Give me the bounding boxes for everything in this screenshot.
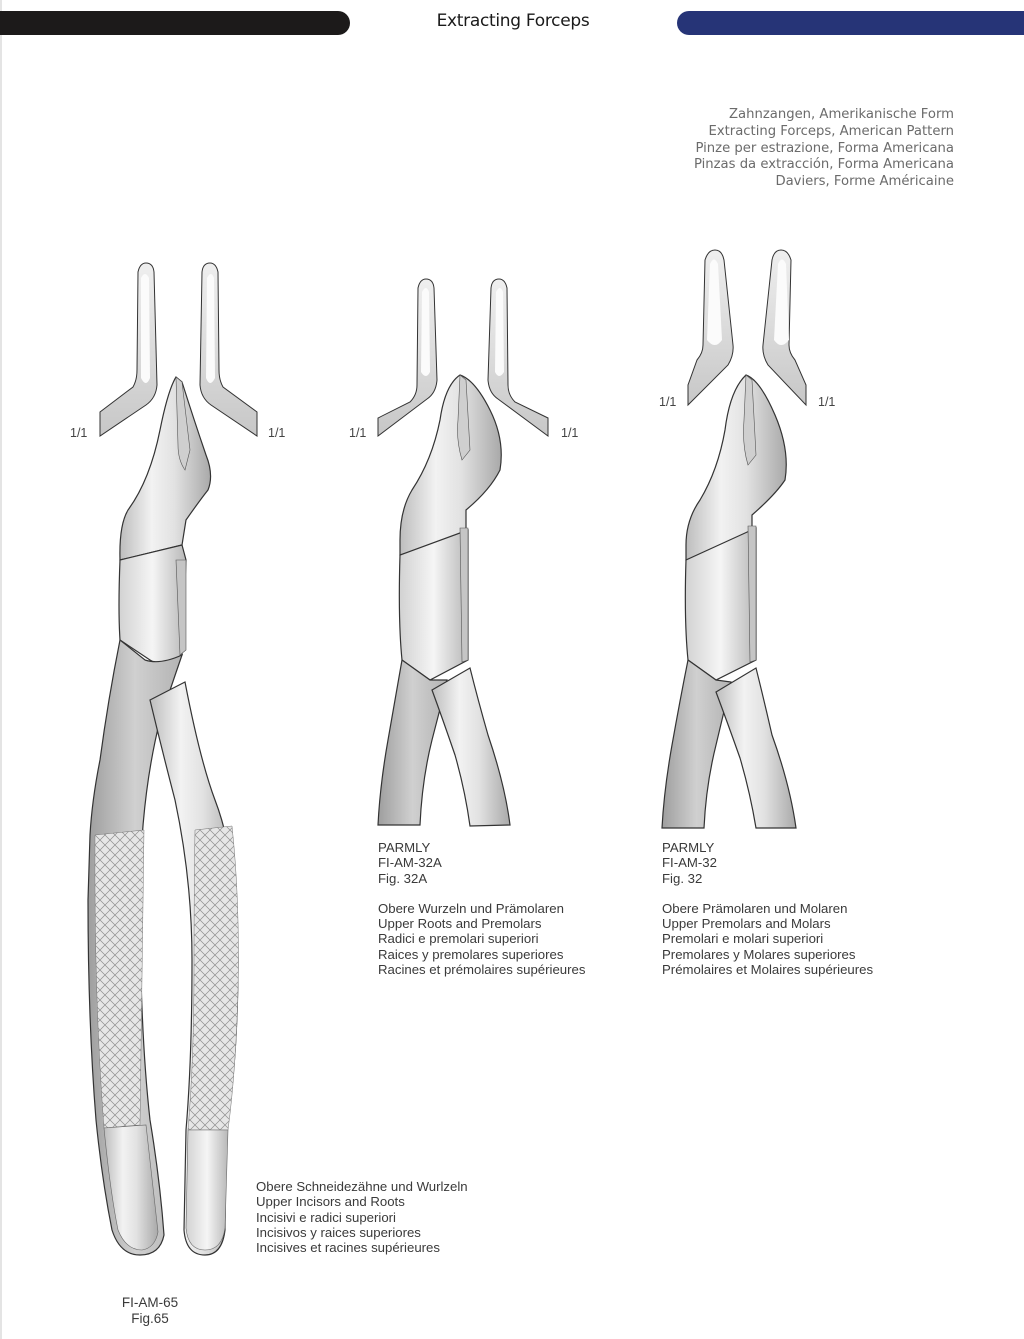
figure-label: Fig. 32A [378, 870, 428, 886]
product-info-fig32 [662, 840, 873, 977]
beak-detail-left [378, 279, 437, 436]
product-name: PARMLY [662, 840, 715, 855]
description-fr: Prémolaires et Molaires supérieures [662, 962, 874, 978]
forceps-fig65 [88, 263, 257, 1255]
description-fr: Racines et prémolaires supérieures [378, 962, 586, 978]
scale-label-fig65-left: 1/1 [70, 426, 88, 440]
product-code: FI-AM-65 [121, 1295, 179, 1310]
description-en: Upper Incisors and Roots [256, 1194, 405, 1210]
subtitle-line-it: Pinze per estrazione, Forma Americana [695, 140, 954, 156]
page-title: Extracting Forceps [436, 11, 590, 31]
description-de: Obere Schneidezähne und Wurlzeln [256, 1179, 468, 1194]
scale-label-fig32-right: 1/1 [818, 395, 836, 409]
description-it: Radici e premolari superiori [378, 931, 539, 947]
scale-label-fig65-right: 1/1 [268, 426, 286, 440]
description-it: Incisivi e radici superiori [256, 1209, 396, 1225]
subtitle-line-fr: Daviers, Forme Américaine [775, 174, 954, 190]
product-code: FI-AM-32A [378, 855, 442, 871]
beak-detail-left [100, 263, 157, 436]
beak-detail-right [200, 263, 257, 436]
subtitle-line-es: Pinzas da extracción, Forma Americana [693, 157, 954, 173]
subtitle-line-de: Zahnzangen, Amerikanische Form [729, 107, 954, 122]
figure-label: Fig. 32 [662, 870, 703, 886]
product-code: FI-AM-32 [662, 855, 717, 871]
beak-detail-right [488, 279, 548, 436]
description-es: Incisivos y raices superiores [256, 1224, 421, 1240]
product-info-fig32a [378, 840, 585, 977]
description-de: Obere Prämolaren und Molaren [662, 900, 848, 916]
scale-label-fig32-left: 1/1 [659, 395, 677, 409]
scale-label-fig32a-left: 1/1 [349, 426, 367, 440]
scale-label-fig32a-right: 1/1 [561, 426, 579, 440]
forceps-fig32 [662, 250, 806, 828]
product-name: PARMLY [378, 840, 431, 855]
forceps-fig32a [378, 279, 548, 826]
description-fr: Incisives et racines supérieures [256, 1240, 440, 1256]
product-code-block-fig65 [100, 1295, 200, 1326]
description-it: Premolari e molari superiori [662, 931, 824, 947]
description-en: Upper Roots and Premolars [378, 916, 542, 932]
description-es: Raices y premolares superiores [378, 946, 564, 962]
beak-detail-left [688, 250, 733, 405]
description-de: Obere Wurzeln und Prämolaren [378, 900, 564, 916]
description-en: Upper Premolars and Molars [662, 916, 831, 932]
figure-label: Fig.65 [131, 1310, 169, 1326]
description-es: Premolares y Molares superiores [662, 946, 856, 962]
subtitle-line-en: Extracting Forceps, American Pattern [708, 123, 954, 139]
product-description-fig65 [256, 1179, 468, 1255]
beak-detail-right [763, 250, 806, 405]
